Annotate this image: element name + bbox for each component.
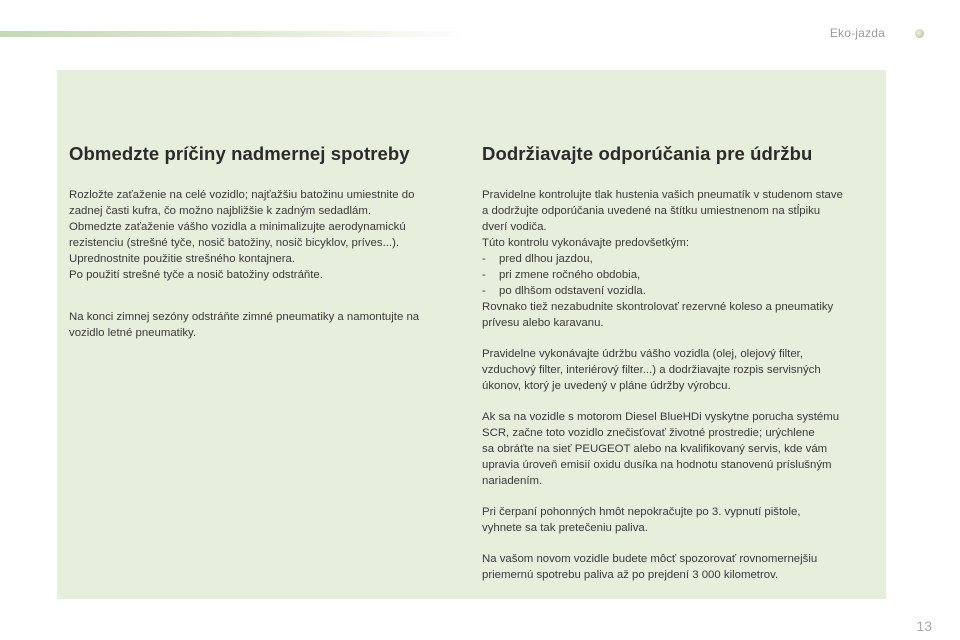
right-paragraph-1 — [482, 187, 877, 331]
left-paragraph-2 — [69, 309, 454, 341]
text-line: Pravidelne vykonávajte údržbu vášho vozidla (olej, olejový filter, — [482, 348, 804, 360]
right-paragraph-5 — [482, 551, 877, 583]
text-line: vzduchový filter, interiérový filter...) a dodržiavajte rozpis servisných — [482, 364, 821, 376]
content-panel — [57, 70, 886, 599]
text-line: upravia úroveň emisií oxidu dusíka na hodnotu stanovenú príslušným — [482, 459, 832, 471]
text-line: Pravidelne kontrolujte tlak hustenia vašich pneumatík v studenom stave — [482, 189, 843, 201]
text-line: vyhnete sa tak pretečeniu paliva. — [482, 522, 648, 534]
header-accent-bar — [0, 31, 470, 37]
bullet-item — [482, 283, 877, 299]
text-line: sa obráťte na sieť PEUGEOT alebo na kvalifikovaný servis, kde vám — [482, 443, 828, 455]
text-line: Po použití strešné tyče a nosič batožiny odstráňte. — [69, 269, 323, 281]
corner-dot-icon — [915, 29, 924, 38]
bullet-item — [482, 267, 877, 283]
text-line: priemernú spotrebu paliva až po prejdení 3 000 kilometrov. — [482, 569, 779, 581]
text-line: Uprednostnite použitie strešného kontajnera. — [69, 253, 296, 265]
bullet-item — [482, 251, 877, 267]
text-line: SCR, začne toto vozidlo znečisťovať životné prostredie; urýchlene — [482, 427, 815, 439]
bullet-text: pred dlhou jazdou, — [499, 253, 593, 265]
left-paragraph-1 — [69, 187, 454, 283]
text-line: dverí vodiča. — [482, 221, 547, 233]
left-column — [69, 143, 454, 356]
text-line: Túto kontrolu vykonávajte predovšetkým: — [482, 237, 690, 249]
text-line: nariadením. — [482, 475, 543, 487]
bullet-dash: - — [482, 269, 486, 281]
text-line: Ak sa na vozidle s motorom Diesel BlueHDi vyskytne porucha systému — [482, 411, 840, 423]
left-heading: Obmedzte príčiny nadmernej spotreby — [69, 143, 410, 164]
section-label: Eko-jazda — [829, 26, 885, 40]
right-paragraph-2 — [482, 346, 877, 394]
text-line: Na vašom novom vozidle budete môcť spozorovať rovnomernejšiu — [482, 553, 818, 565]
bullet-text: pri zmene ročného obdobia, — [499, 269, 641, 281]
text-line: Na konci zimnej sezóny odstráňte zimné pneumatiky a namontujte na — [69, 311, 420, 323]
text-line: úkonov, ktorý je uvedený v pláne údržby výrobcu. — [482, 380, 731, 392]
right-paragraph-3 — [482, 409, 877, 489]
right-column — [482, 143, 877, 598]
text-line: Rovnako tiež nezabudnite skontrolovať rezervné koleso a pneumatiky — [482, 301, 834, 313]
right-heading: Dodržiavajte odporúčania pre údržbu — [482, 143, 813, 164]
bullet-text: po dlhšom odstavení vozidla. — [499, 285, 646, 297]
bullet-dash: - — [482, 253, 486, 265]
text-line: prívesu alebo karavanu. — [482, 317, 604, 329]
bullet-dash: - — [482, 285, 486, 297]
right-paragraph-4 — [482, 504, 877, 536]
text-line: a dodržujte odporúčania uvedené na štítku umiestnenom na stĺpiku — [482, 205, 821, 217]
text-line: rezistenciu (strešné tyče, nosič batožiny, nosič bicyklov, príves...). — [69, 237, 400, 249]
text-line: Obmedzte zaťaženie vášho vozidla a minimalizujte aerodynamickú — [69, 221, 406, 233]
text-line: Pri čerpaní pohonných hmôt nepokračujte po 3. vypnutí pištole, — [482, 506, 801, 518]
text-line: vozidlo letné pneumatiky. — [69, 327, 197, 339]
text-line: Rozložte zaťaženie na celé vozidlo; najťažšiu batožinu umiestnite do — [69, 189, 415, 201]
page-number: 13 — [916, 618, 932, 634]
text-line: zadnej časti kufra, čo možno najbližšie k zadným sedadlám. — [69, 205, 371, 217]
